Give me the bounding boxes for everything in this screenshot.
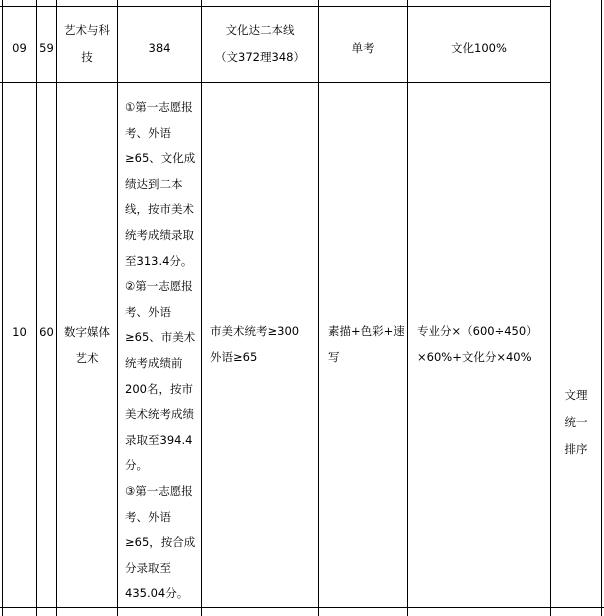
row09-exam: 单考 [351, 41, 375, 55]
row09-score: 384 [148, 41, 171, 55]
row09-major: 艺术与科 技 [64, 23, 110, 64]
row10-count: 60 [39, 325, 54, 339]
row10-score: ①第一志愿报 考、外语 ≥65、文化成 绩达到二本 线，按市美术 统考成绩录取 至313.4分。 ②第一志愿报 考、外语 ≥65、市美术 统考成绩前 200名，按市 美术统考成绩 录取至394.4 分。 ③第一志愿报 考、外语 ≥65，按合成 分录取至 435.04分。 [125, 100, 196, 601]
row09-rule: 文化100% [451, 41, 507, 55]
row10-major: 数字媒体 艺术 [64, 325, 110, 365]
border-v [56, 0, 57, 616]
row10-exam: 素描+色彩+速 写 [328, 324, 405, 364]
border-v [117, 0, 118, 616]
border-h [0, 607, 604, 608]
border-v [36, 0, 37, 616]
merged-sort-note: 文理 统一 排序 [564, 388, 588, 456]
row09-culture: 文化达二本线 （文372理348） [215, 23, 305, 64]
border-h [0, 82, 550, 83]
row09-count: 59 [39, 41, 54, 55]
border-v [601, 0, 602, 616]
border-v [407, 0, 408, 616]
border-v [318, 0, 319, 616]
border-v [2, 0, 3, 616]
row09-no: 09 [12, 41, 27, 55]
border-v [550, 0, 551, 616]
row10-no: 10 [12, 325, 27, 339]
row10-rule: 专业分×（600÷450） ×60%+文化分×40% [417, 324, 538, 364]
row10-culture: 市美术统考≥300 外语≥65 [210, 324, 300, 364]
